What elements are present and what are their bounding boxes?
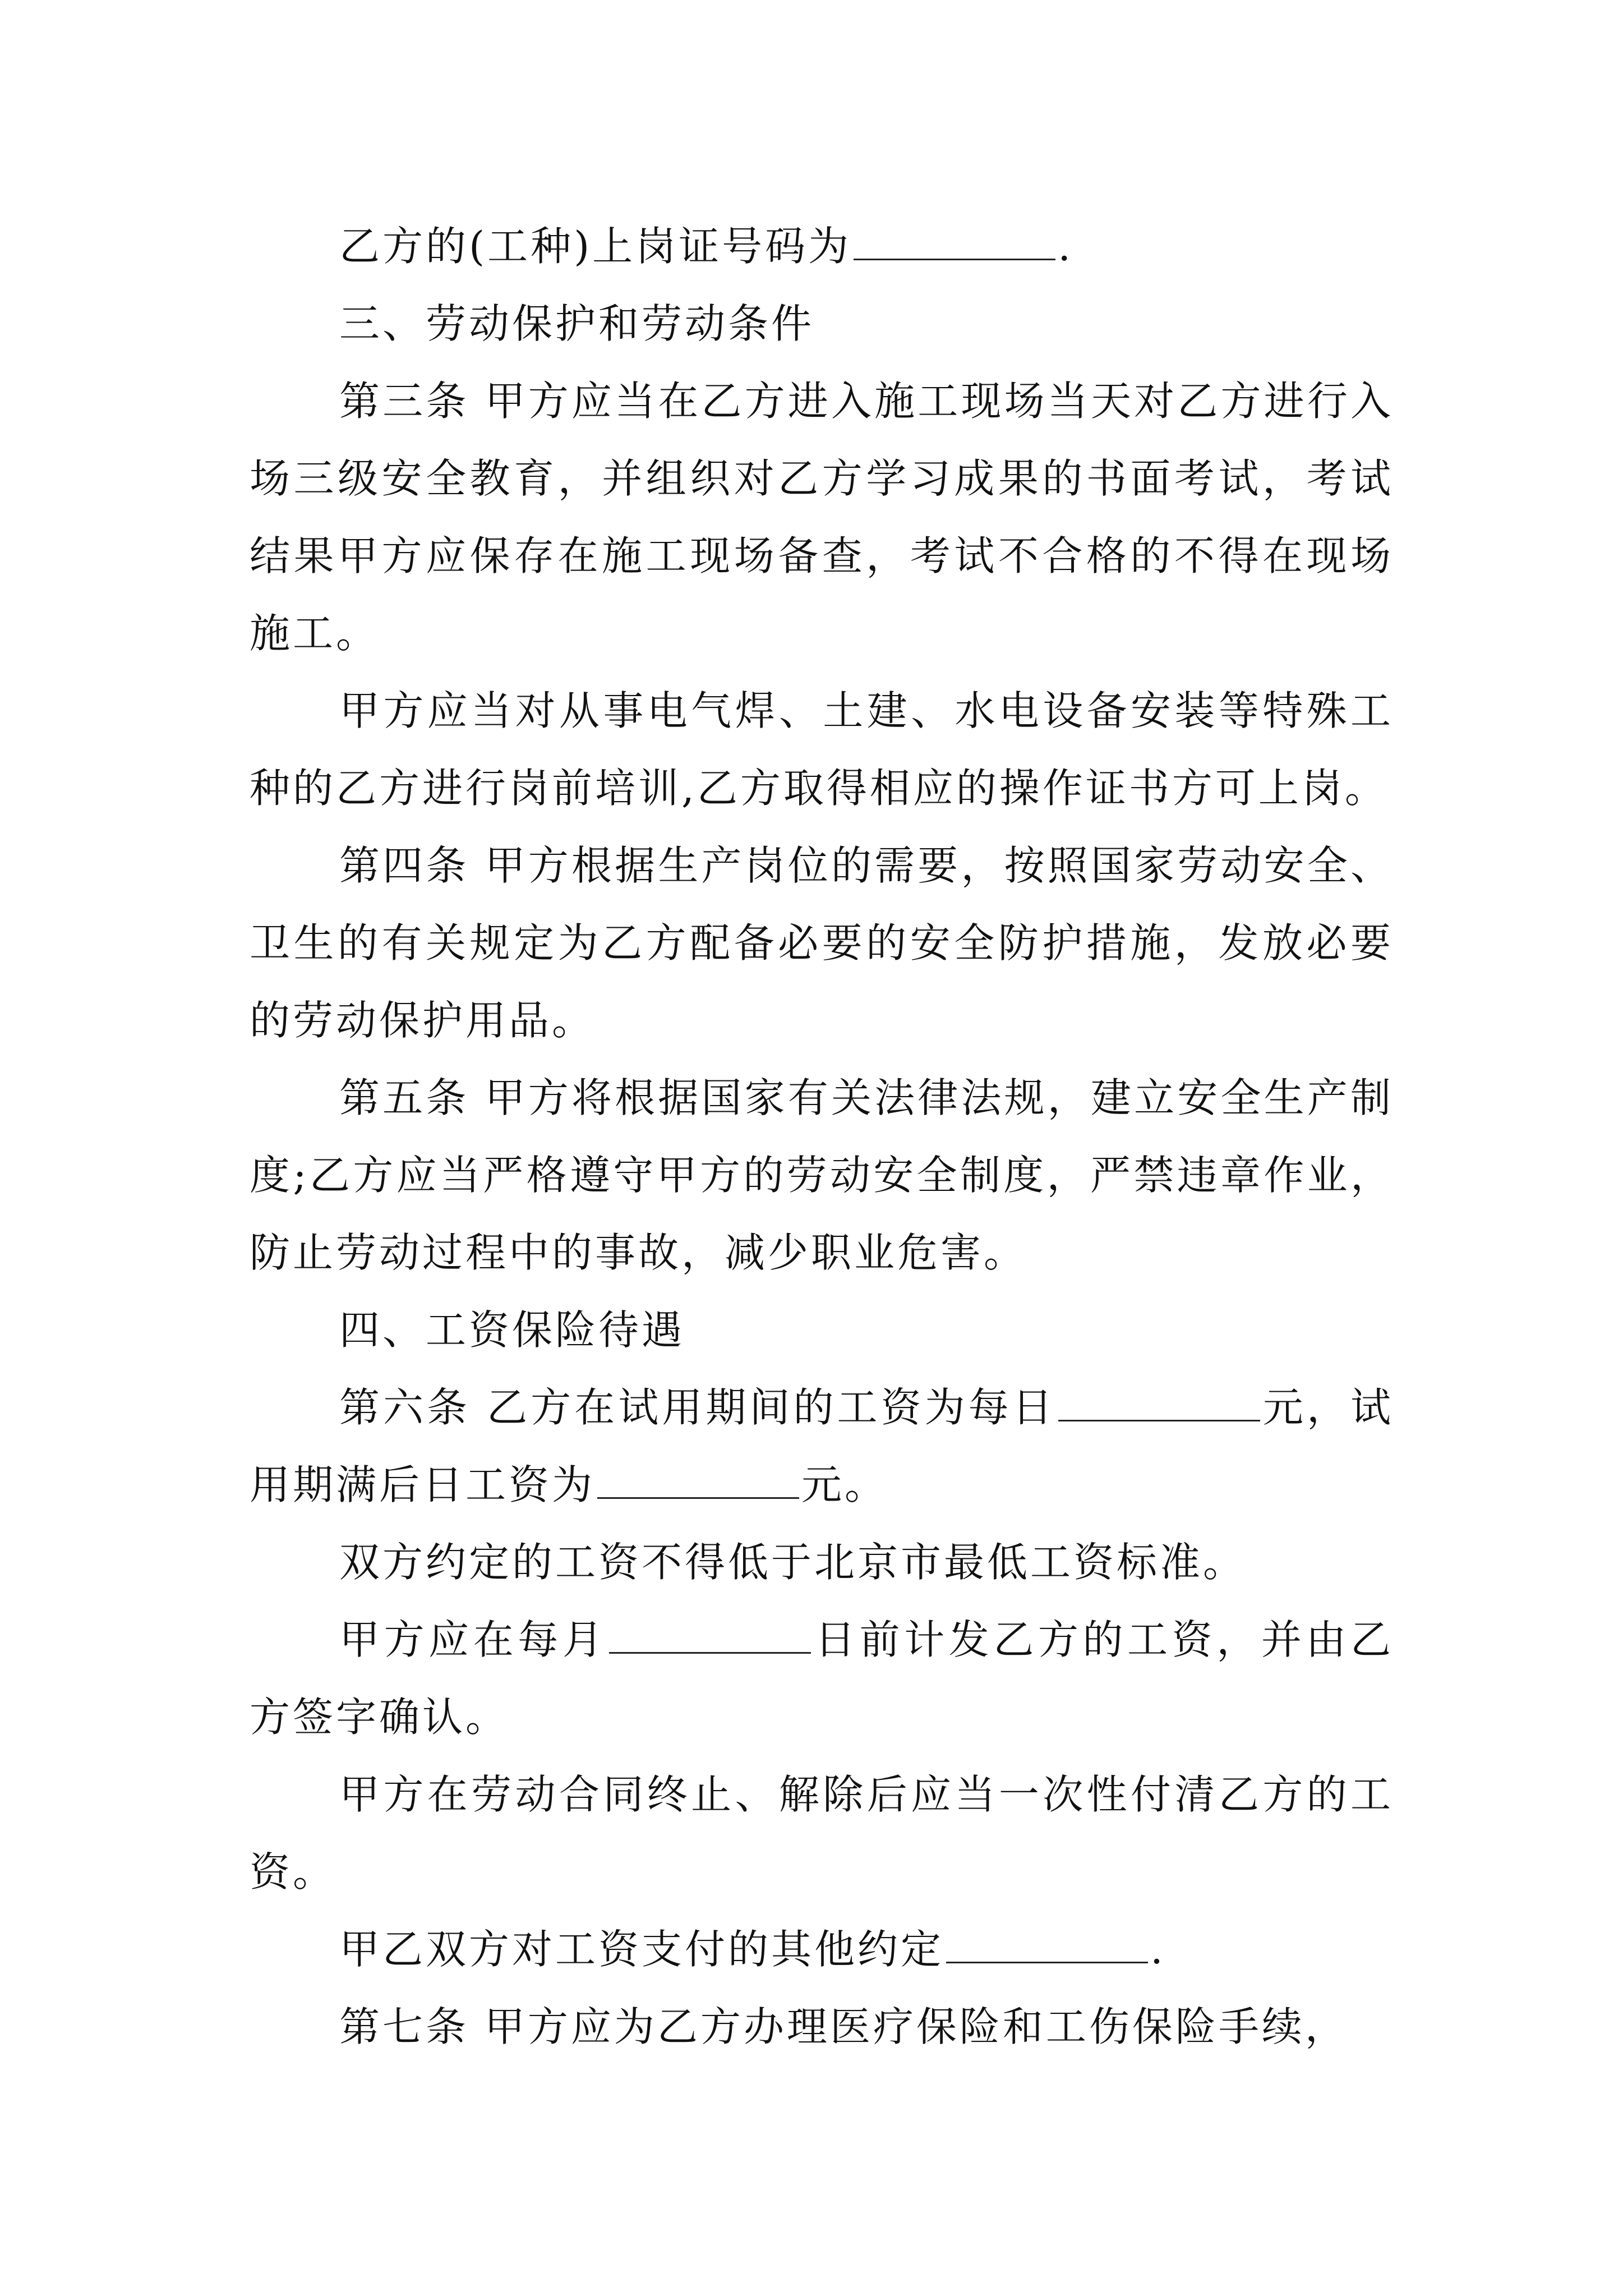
- article-7-paragraph: 第七条 甲方应为乙方办理医疗保险和工伤保险手续，: [339, 2003, 1348, 2050]
- section-heading-labor-protection: 三、劳动保护和劳动条件: [339, 300, 815, 347]
- final-payment-paragraph: 甲方在劳动合同终止、解除后应当一次性付清乙方的工资。: [250, 1771, 1394, 1895]
- fill-in-blank: [609, 1617, 811, 1654]
- monthly-pay-date-paragraph: 甲方应在每月 日前计发乙方的工资，并由乙方签字确认。: [250, 1616, 1394, 1741]
- fill-in-blank: [946, 1927, 1148, 1963]
- document-body: [250, 208, 1394, 2065]
- article-6-paragraph: 第六条 乙方在试用期间的工资为每日 元，试用期满后日工资为 元。: [250, 1384, 1394, 1508]
- paragraph-work-permit-number: 乙方的(工种)上岗证号码为 .: [339, 223, 1074, 270]
- article-5-paragraph: 第五条 甲方将根据国家有关法律法规，建立安全生产制度;乙方应当严格遵守甲方的劳动安全制度，严禁违章作业，防止劳动过程中的事故，减少职业危害。: [250, 1074, 1394, 1276]
- article-3-paragraph: 第三条 甲方应当在乙方进入施工现场当天对乙方进行入场三级安全教育，并组织对乙方学习成果的书面考试，考试结果甲方应保存在施工现场备查，考试不合格的不得在现场施工。: [250, 378, 1394, 657]
- minimum-wage-paragraph: 双方约定的工资不得低于北京市最低工资标准。: [339, 1539, 1247, 1586]
- other-wage-agreement-paragraph: 甲乙双方对工资支付的其他约定 .: [339, 1926, 1166, 1973]
- section-heading-wages-insurance: 四、工资保险待遇: [339, 1306, 685, 1354]
- fill-in-blank: [854, 224, 1055, 260]
- fill-in-blank: [1058, 1385, 1260, 1421]
- special-trade-training-paragraph: 甲方应当对从事电气焊、土建、水电设备安装等特殊工种的乙方进行岗前培训,乙方取得相应的操作证书方可上岗。: [250, 687, 1394, 812]
- fill-in-blank: [597, 1462, 799, 1499]
- article-4-paragraph: 第四条 甲方根据生产岗位的需要，按照国家劳动安全、卫生的有关规定为乙方配备必要的安全防护措施，发放必要的劳动保护用品。: [250, 842, 1394, 1044]
